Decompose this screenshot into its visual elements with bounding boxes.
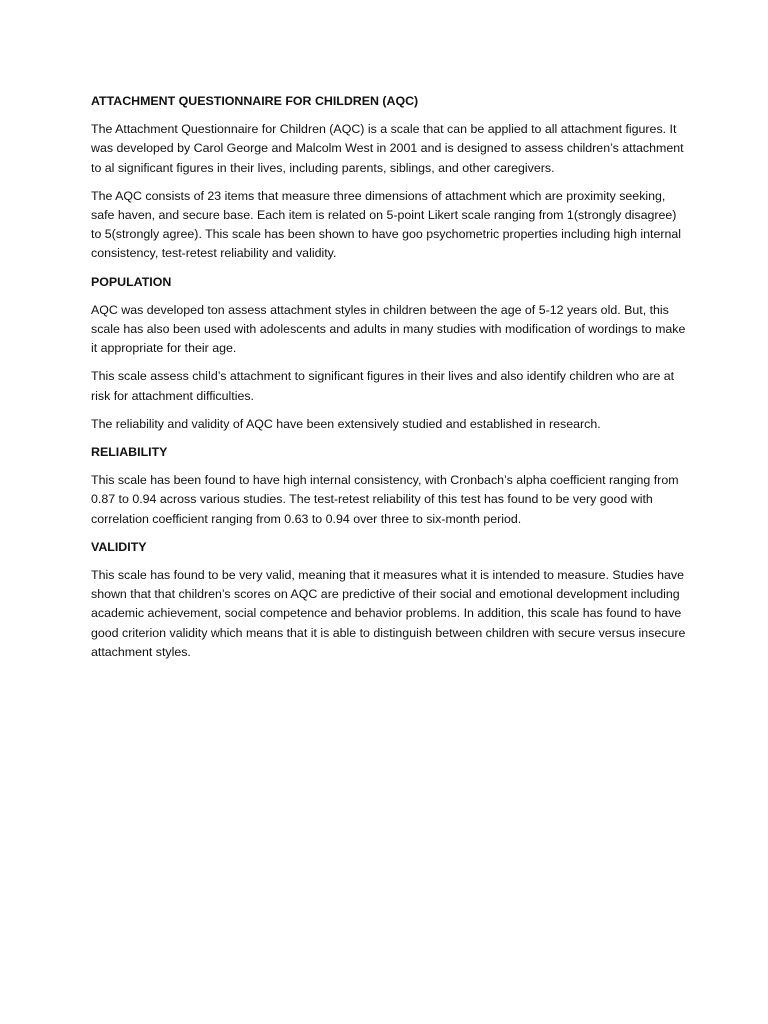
intro-paragraph-1: The Attachment Questionnaire for Children (AQC) is a scale that can be applied to all attachment figures. It was developed by Carol George and Malcolm West in 2001 and is designed to assess children’s attachment to al significant figures in their lives, including parents, siblings, and other caregivers. xyxy=(91,122,684,175)
document-body xyxy=(91,92,687,671)
intro-paragraph-2: The AQC consists of 23 items that measure three dimensions of attachment which are proximity seeking, safe haven, and secure base. Each item is related on 5-point Likert scale ranging from 1(strongly disagree) to 5(strongly agree). This scale has been shown to have goo psychometric properties including high internal consistency, test-retest reliability and validity. xyxy=(91,188,682,261)
validity-heading: VALIDITY xyxy=(91,539,147,554)
population-paragraph-3: The reliability and validity of AQC have been extensively studied and established in research. xyxy=(91,416,601,431)
population-paragraph-2: This scale assess child’s attachment to significant figures in their lives and also identify children who are at risk for attachment difficulties. xyxy=(91,369,675,403)
validity-paragraph-1: This scale has found to be very valid, meaning that it measures what it is intended to measure. Studies have shown that that children’s scores on AQC are predictive of their social and emotional development including academic achievement, social competence and behavior problems. In addition, this scale has found to have good criterion validity which means that it is able to distinguish between children with secure versus insecure attachment styles. xyxy=(91,568,686,659)
population-heading: POPULATION xyxy=(91,274,172,289)
document-title: ATTACHMENT QUESTIONNAIRE FOR CHILDREN (AQC) xyxy=(91,94,419,108)
reliability-heading: RELIABILITY xyxy=(91,445,168,460)
population-paragraph-1: AQC was developed ton assess attachment styles in children between the age of 5-12 years old. But, this scale has also been used with adolescents and adults in many studies with modification of wordings to make it appropriate for their age. xyxy=(91,302,686,356)
reliability-paragraph-1: This scale has been found to have high internal consistency, with Cronbach’s alpha coefficient ranging from 0.87 to 0.94 across various studies. The test-retest reliability of this test has found to be very good with correlation coefficient ranging from 0.63 to 0.94 over three to six-month period. xyxy=(91,473,679,526)
